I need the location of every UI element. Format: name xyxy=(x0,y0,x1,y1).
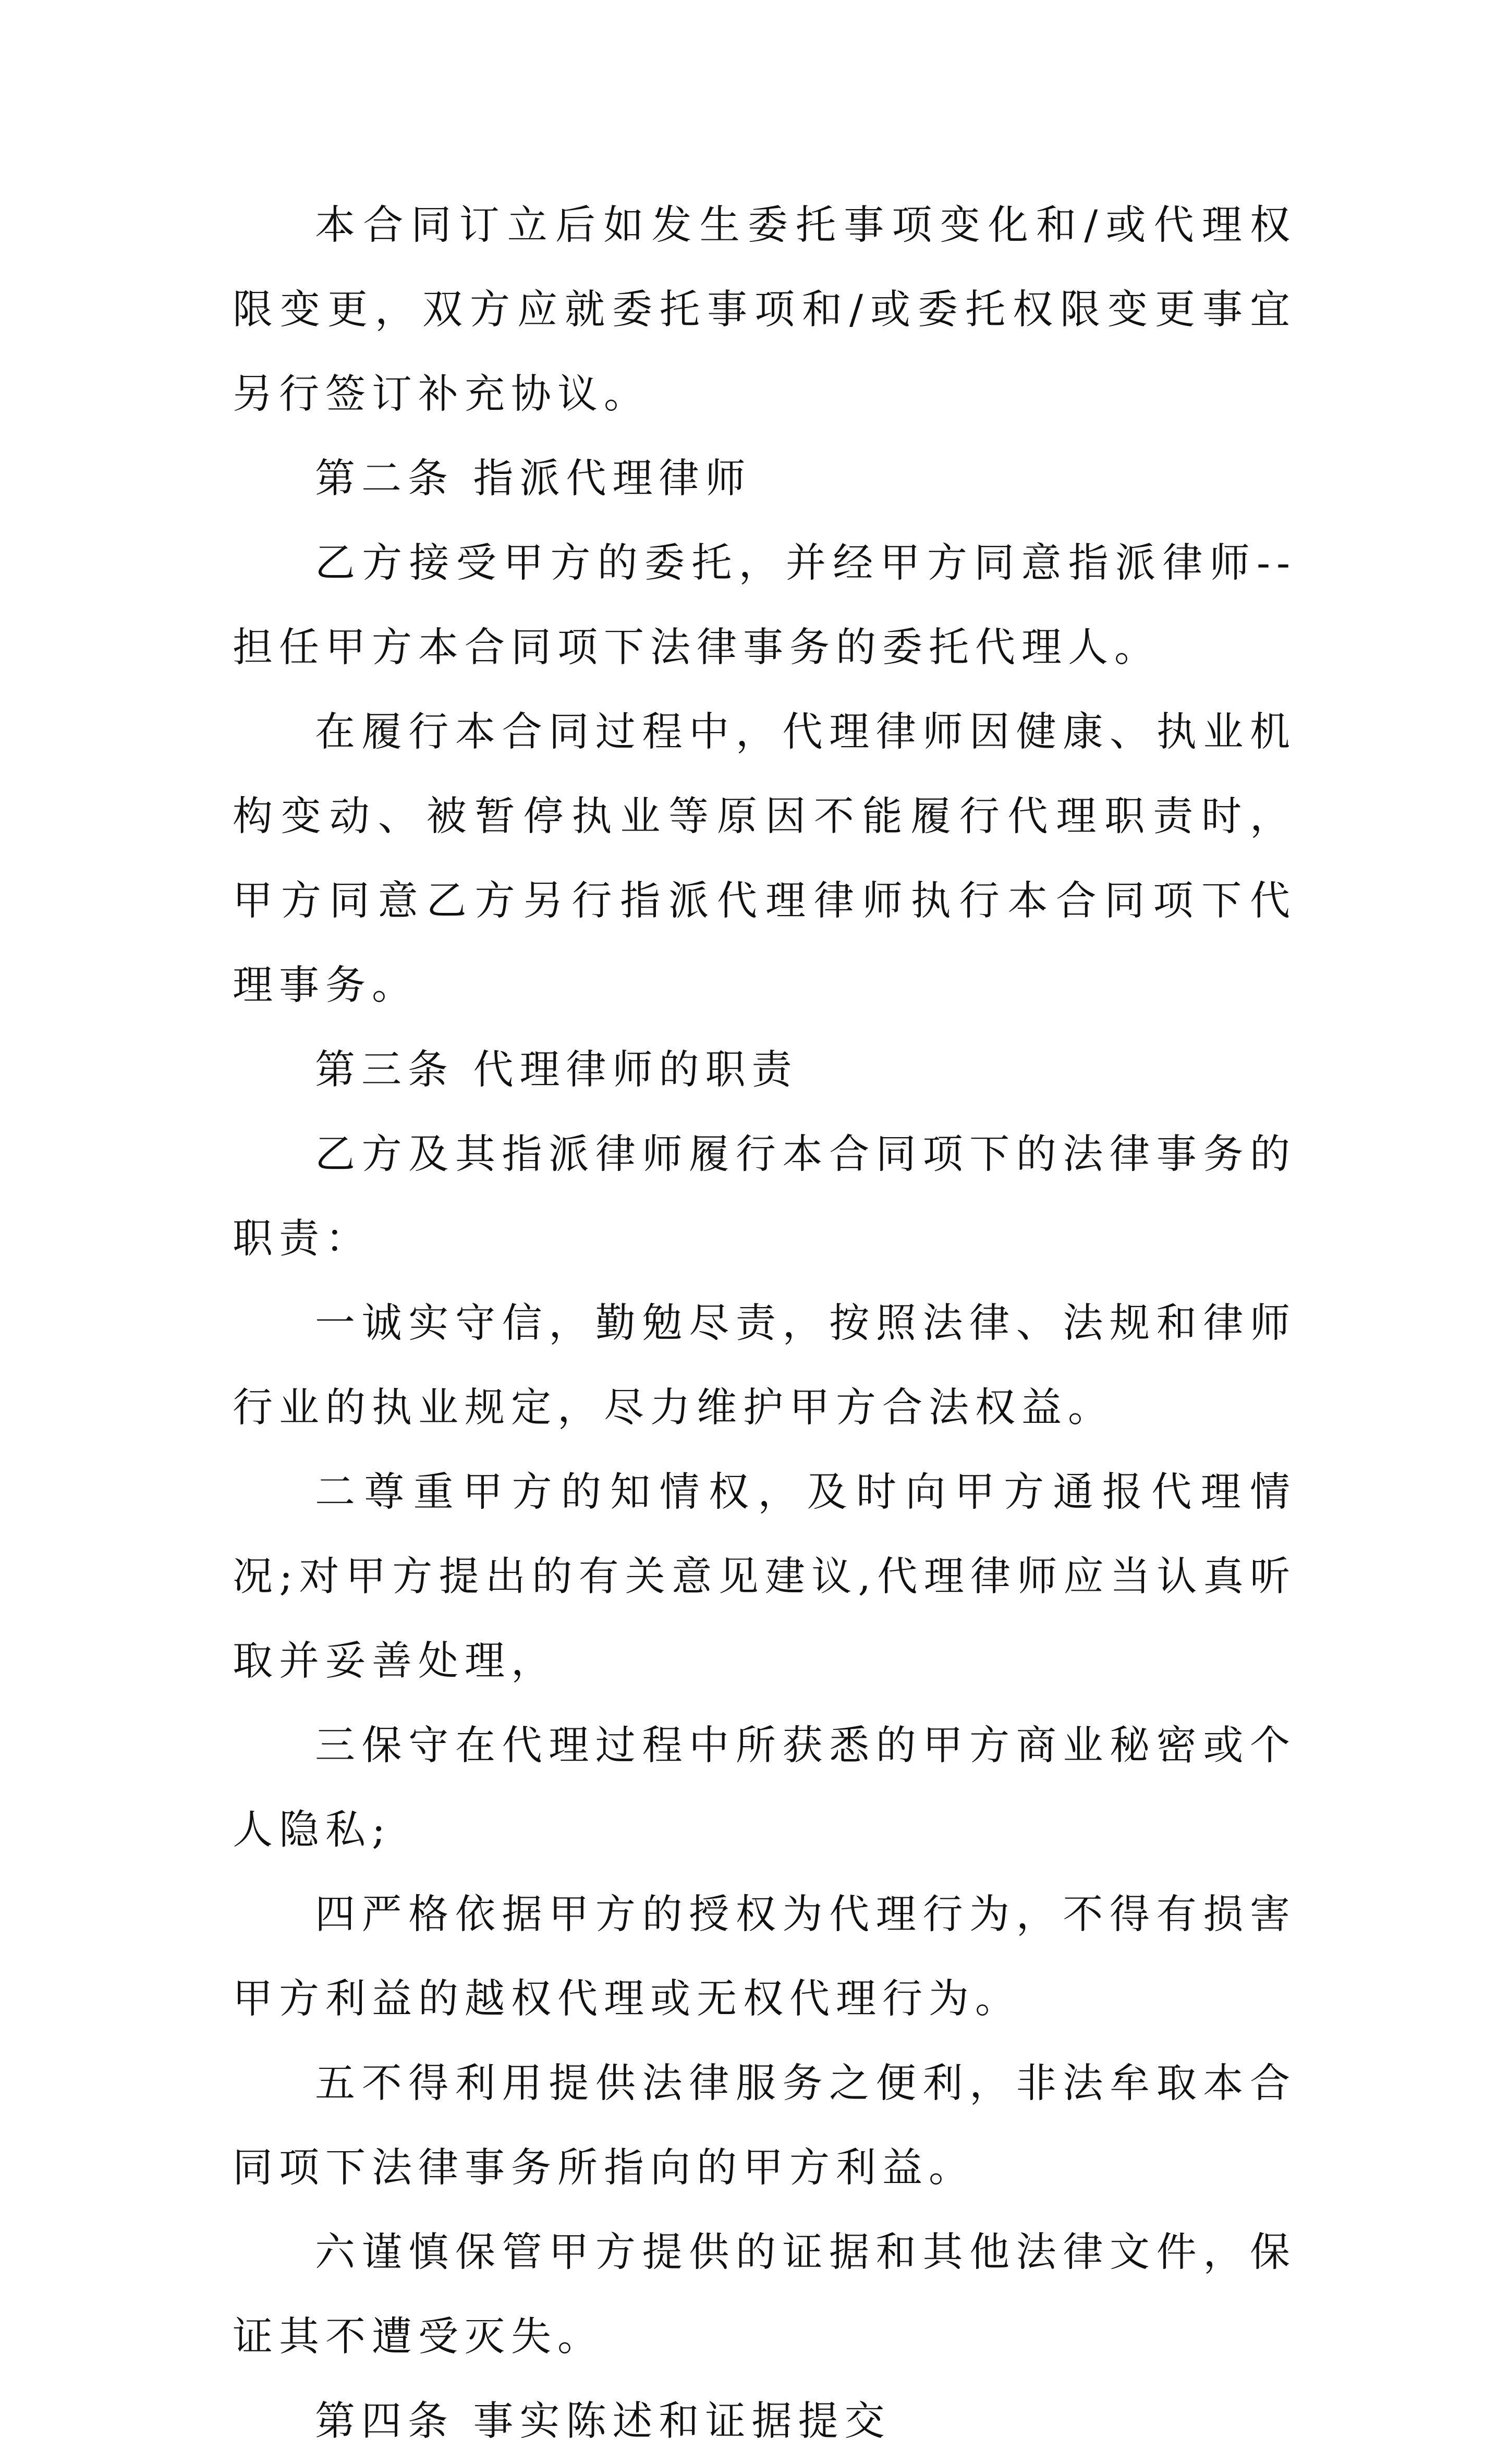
document-body xyxy=(233,184,1296,2464)
duty-item-2: 二尊重甲方的知情权，及时向甲方通报代理情况;对甲方提出的有关意见建议,代理律师应当认真听取并妥善处理， xyxy=(233,1469,1296,1685)
paragraph-duties-intro: 乙方及其指派律师履行本合同项下的法律事务的职责： xyxy=(233,1131,1296,1262)
paragraph-scope-change: 本合同订立后如发生委托事项变化和/或代理权限变更，双方应就委托事项和/或委托权限变更事宜另行签订补充协议。 xyxy=(233,202,1296,418)
duty-item-3: 三保守在代理过程中所获悉的甲方商业秘密或个人隐私; xyxy=(233,1723,1296,1853)
article-4-heading: 第四条 事实陈述和证据提交 xyxy=(315,2398,891,2445)
duty-item-4: 四严格依据甲方的授权为代理行为，不得有损害甲方利益的越权代理或无权代理行为。 xyxy=(233,1892,1296,2022)
duty-item-6: 六谨慎保管甲方提供的证据和其他法律文件，保证其不遭受灭失。 xyxy=(233,2229,1296,2360)
duty-item-5: 五不得利用提供法律服务之便利，非法牟取本合同项下法律事务所指向的甲方利益。 xyxy=(233,2060,1296,2191)
paragraph-appoint-lawyer: 乙方接受甲方的委托，并经甲方同意指派律师--担任甲方本合同项下法律事务的委托代理人。 xyxy=(233,540,1296,671)
duty-item-1: 一诚实守信，勤勉尽责，按照法律、法规和律师行业的执业规定，尽力维护甲方合法权益。 xyxy=(233,1300,1296,1431)
paragraph-reassign-lawyer: 在履行本合同过程中，代理律师因健康、执业机构变动、被暂停执业等原因不能履行代理职责时，甲方同意乙方另行指派代理律师执行本合同项下代理事务。 xyxy=(233,709,1296,1009)
article-3-heading: 第三条 代理律师的职责 xyxy=(315,1047,798,1093)
article-2-heading: 第二条 指派代理律师 xyxy=(315,456,752,502)
